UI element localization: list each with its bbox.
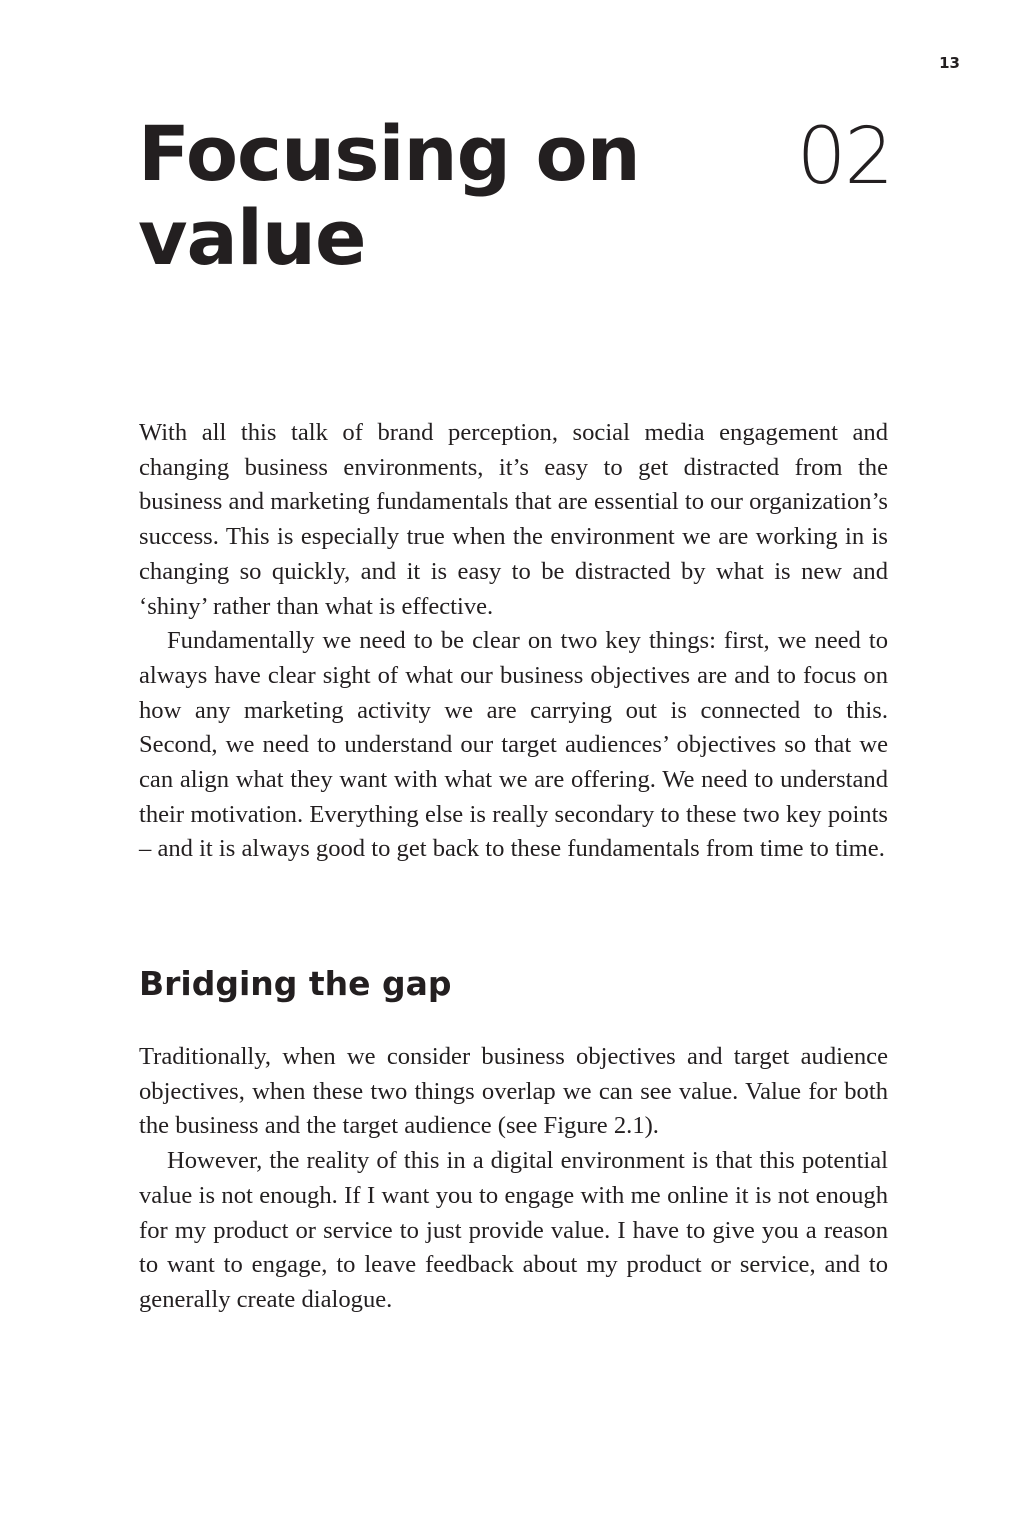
section-heading: Bridging the gap bbox=[139, 964, 452, 1003]
section-body-text bbox=[139, 1040, 888, 1318]
chapter-title-line-1: Focusing on bbox=[138, 109, 640, 198]
intro-paragraph-1: With all this talk of brand perception, social media engagement and changing business environments, it’s easy to get distracted from the business and marketing fundamentals that are essential to our organization’s success. This is especially true when the environment we are working in is changing so quickly, and it is easy to be distracted by what is new and ‘shiny’ rather than what is effective. bbox=[139, 419, 888, 620]
section-paragraph-2: However, the reality of this in a digital environment is that this potential value is not enough. If I want you to engage with me online it is not enough for my product or service to just provide value. I have to give you a reason to want to engage, to leave feedback about my product or service, and to generally create dialogue. bbox=[139, 1147, 888, 1313]
chapter-number: 02 bbox=[796, 112, 892, 202]
chapter-title-line-2: value bbox=[138, 193, 366, 282]
intro-paragraph-2: Fundamentally we need to be clear on two key things: first, we need to always have clear sight of what our business objectives are and to focus on how any marketing activity we are carrying out is connected to this. Second, we need to understand our target audiences’ objectives so that we can align what they want with what we are offering. We need to understand their motivation. Everything else is really secondary to these two key points – and it is always good to get back to these fundamentals from time to time. bbox=[139, 627, 888, 863]
page-number: 13 bbox=[939, 54, 960, 72]
section-paragraph-1: Traditionally, when we consider business objectives and target audience objectives, when these two things overlap we can see value. Value for both the business and the target audience (see Figure 2.1). bbox=[139, 1043, 888, 1140]
chapter-title bbox=[138, 109, 698, 282]
intro-text bbox=[139, 416, 888, 867]
